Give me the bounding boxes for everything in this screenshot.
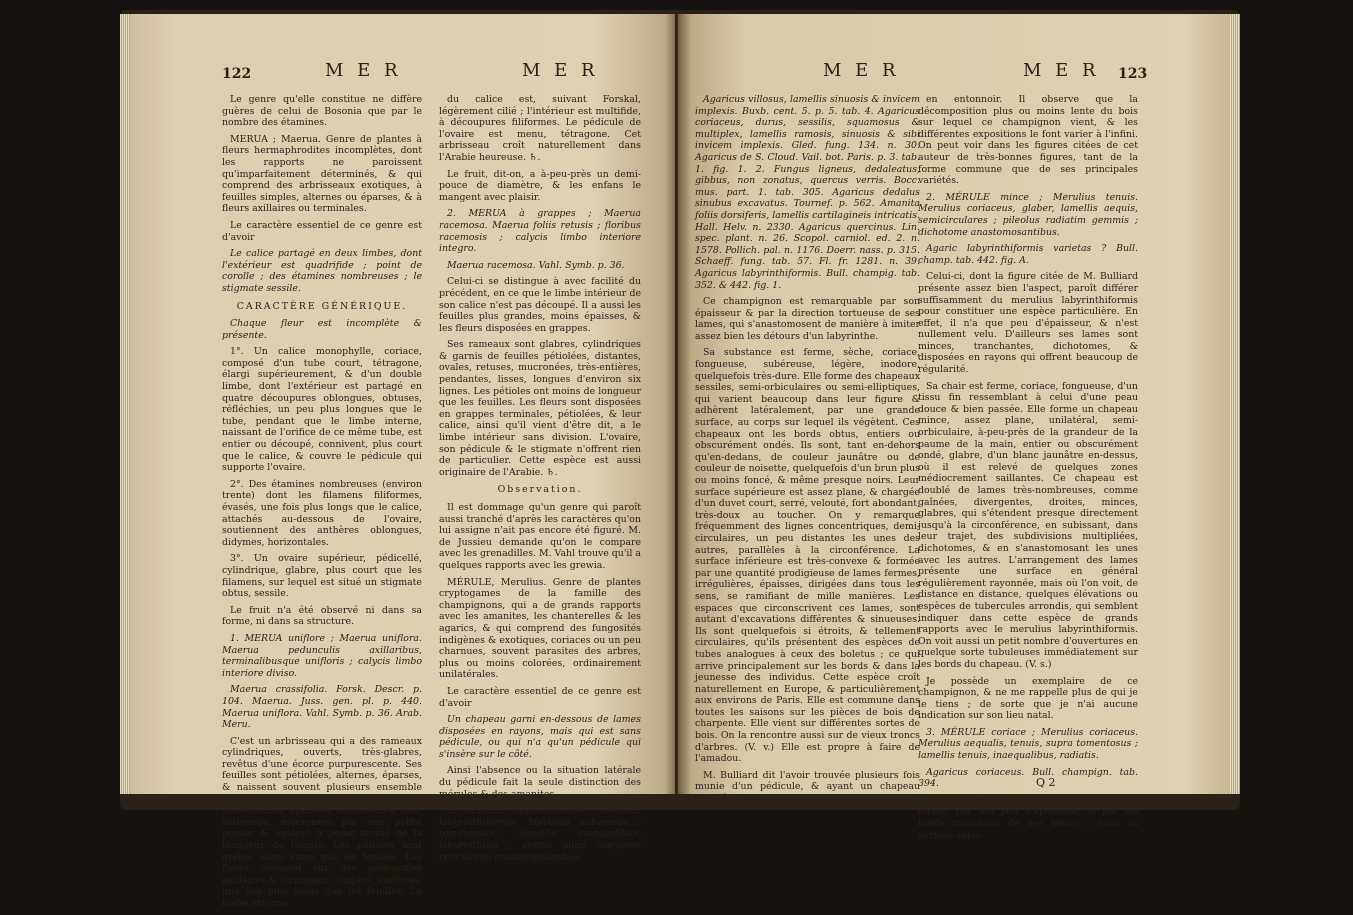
paragraph: Agaricus coriaceus. Bull. champign. tab. 394. xyxy=(918,766,1138,790)
paragraph: Observation. xyxy=(497,484,583,496)
text-column xyxy=(695,94,920,810)
paragraph: du calice est, suivant Forskal, légèrement cilié ; l'intérieur est multifide, à découpures filiformes. Le pédicule de l'ovaire est menu, tétragone. Cet arbrisseau croît naturellement dans l'Arabie heureuse. ♄. xyxy=(439,94,641,163)
paragraph: CARACTÈRE GÉNÉRIQUE. xyxy=(236,300,408,312)
page-number: 123 xyxy=(1118,66,1148,82)
paragraph: Ce champignon est remarquable par son épaisseur & par la direction tortueuse de ses lames, qui s'anastomosent de manière à imiter assez bien les détours d'un labyrinthe. xyxy=(695,296,920,342)
paragraph: Celui-ci, dont la figure citée de M. Bulliard présente assez bien l'aspect, paroît différer suffisamment du merulius labyrinthiformis pour constituer une espèce particulière. En effet, il n'a que peu d'épaisseur, & n'est nullement velu. D'ailleurs ses lames sont minces, tranchantes, dichotomes, & disposées en rayons qui offrent beaucoup de régularité. xyxy=(918,271,1138,376)
paragraph: 3. MÉRULE coriace ; Merulius coriaceus. Merulius aequalis, tenuis, supra tomentosus ; lamellis tenuis, inaequalibus, radiatis. xyxy=(918,726,1138,762)
paragraph: Le calice partagé en deux limbes, dont l'extérieur est quadrifide ; point de corolle ; des étamines nombreuses ; le stigmate sessile. xyxy=(222,248,422,294)
paragraph: Le fruit, dit-on, a à-peu-près un demi-pouce de diamètre, & les enfans le mangent avec plaisir. xyxy=(439,168,641,203)
left-page xyxy=(130,14,675,909)
paragraph: Chaque fleur est incomplète & présente. xyxy=(222,318,422,341)
paragraph: Le fruit n'a été observé ni dans sa forme, ni dans sa structure. xyxy=(222,604,422,628)
page-number: 122 xyxy=(222,66,252,82)
paragraph: 2. MERUA à grappes ; Maerua racemosa. Maerua foliis retusis ; floribus racemosis ; calycis limbo interiore integro. xyxy=(439,208,641,255)
text-column xyxy=(439,94,641,868)
paragraph: en entonnoir. Il observe que la décomposition plus ou moins lente du bois sur lequel ce champignon vient, & les différentes expositions le font varier à l'infini. On peut voir dans les figures citées de cet auteur de très-bonnes figures, tant de la forme commune que de ses principales variétés. xyxy=(918,94,1138,187)
right-page xyxy=(678,14,1230,841)
text-column xyxy=(918,94,1138,846)
running-head: M E R xyxy=(325,60,402,81)
paragraph: Un chapeau garni en-dessous de lames disposées en rayons, mais qui est sans pédicule, ou qui n'a qu'un pédicule qui s'insère sur le côté. xyxy=(439,714,641,760)
paragraph: Le caractère essentiel de ce genre est d'avoir xyxy=(439,685,641,709)
paragraph: 1°. Un calice monophylle, coriace, composé d'un tube court, tétragone, élargi supérieurement, & d'un double limbe, dont l'extérieur est partagé en quatre découpures oblongues, obtuses, réfléchies, un peu plus longues que le tube, pendant que le limbe interne, naissant de l'orifice de ce même tube, est entier ou découpé, connivent, plus court que le calice, & couvre le pédicule qui supporte l'ovaire. xyxy=(222,346,422,474)
paragraph: Celui-ci se distingue à avec facilité du précédent, en ce que le limbe intérieur de son calice n'est pas découpé. Il a aussi les feuilles plus grandes, moins épaisses, & les fleurs disposées en grappes. xyxy=(439,276,641,334)
running-head: M E R xyxy=(522,60,599,81)
paragraph: Ainsi l'absence ou la situation latérale du pédicule fait la seule distinction des mérules & des amanites. xyxy=(439,765,641,800)
signature-mark: Q 2 xyxy=(1036,776,1056,789)
paragraph: Il est dommage qu'un genre qui paroît aussi tranché d'après les caractères qu'on lui assigne n'ait pas encore été figuré. M. de Jussieu demande qu'on le compare avec les grenadilles. M. Vahl trouve qu'il a quelques rapports avec les grewia. xyxy=(439,502,641,571)
running-head: M E R xyxy=(823,60,900,81)
paragraph: 1. MÉRULE labyrinthiforme ; Merulius labyrinthiformis. Merulius suberosus ; tomentosus, lamellis inaequalibus, labyrinthicis ; veritis pileo marginee reticulatim anastomosantibus. xyxy=(439,805,641,863)
text-column xyxy=(222,94,422,915)
paragraph: Agaric labyrinthiformis varietas ? Bull. champ. tab. 442. fig. A. xyxy=(918,243,1138,266)
paragraph: Il se rapproche du merulius tenuis par sa forme, par son peu d'épaisseur, & par les bords tranchans de ses lames ; mais sa surface supé- xyxy=(918,794,1138,841)
paragraph: C'est un arbrisseau qui a des rameaux cylindriques, ouverts, très-glabres, revêtus d'une écorce purpurescente. Ses feuilles sont pétiolées, alternes, éparses, & naissent souvent plusieurs ensemble du même bourgeon. Elles sont ovales, très-entières, épaisses, succulentes, non-veineuses, mucronées par une petite pointe, & égalent à peine moitié de la longueur de l'ongle. Les pétioles sont grêles, aussi longs que les feuilles. Les fleurs viennent sur des pédoncules axillaires & terminaux, simples, uniflores, une fois plus longs que les feuilles. Le limbe externe xyxy=(222,735,422,909)
paragraph: Maerua racemosa. Vahl. Symb. p. 36. xyxy=(447,259,625,271)
paragraph: Maerua crassifolia. Forsk. Descr. p. 104. Maerua. Juss. gen. pl. p. 440. Maerua uniflora. Vahl. Symb. p. 36. Arab. Meru. xyxy=(222,684,422,731)
paragraph: 2°. Des étamines nombreuses (environ trente) dont les filamens filiformes, évasés, une fois plus longs que le calice, attachés au-dessous de l'ovaire, soutiennent des anthères oblongues, didymes, horizontales. xyxy=(222,478,422,548)
paragraph: Le caractère essentiel de ce genre est d'avoir xyxy=(222,219,422,243)
paragraph: MERUA ; Maerua. Genre de plantes à fleurs hermaphrodites incomplètes, dont les rapports ne paroissent qu'imparfaitement déterminés, & qui comprend des arbrisseaux exotiques, à feuilles simples, alternes ou éparses, & à fleurs axillaires ou terminales. xyxy=(222,133,422,215)
paragraph: M. Bulliard dit l'avoir trouvée plusieurs fois munie d'un pédicule, & ayant un chapeau creusé xyxy=(695,769,920,805)
paragraph: 2. MÉRULE mince ; Merulius tenuis. Merulius coriaceus, glaber, lamellis aequis, semicirculares ; pileolus radiatim gemmis ; dichotome anastomosantibus. xyxy=(918,191,1138,238)
paragraph: 1. MERUA uniflore ; Maerua uniflora. Maerua pedunculis axillaribus, terminalibusque unifloris ; calycis limbo interiore diviso. xyxy=(222,632,422,679)
paragraph: MÉRULE, Merulius. Genre de plantes cryptogames de la famille des champignons, qui a de grands rapports avec les amanites, les chanterelles & les agarics, & qui comprend des fungosités indigènes & exotiques, coriaces ou un peu charnues, souvent parasites des arbres, plus ou moins colorées, ordinairement unilatérales. xyxy=(439,576,641,681)
paragraph: Sa chair est ferme, coriace, fongueuse, d'un tissu fin ressemblant à celui d'une peau douce & bien passée. Elle forme un chapeau mince, assez plane, unilatéral, semi-orbiculaire, à-peu-près de la grandeur de la paume de la main, entier ou obscurément ondé, glabre, d'un blanc jaunâtre en-dessus, où il est relevé de quelques zones médiocrement saillantes. Ce chapeau est doublé de lames très-nombreuses, comme gaînées, divergentes, droites, minces, glabres, qui s'étendent presque directement jusqu'à la circonférence, en subissant, dans leur trajet, des subdivisions multipliées, dichotomes, & en s'anastomosant les unes avec les autres. L'arrangement des lames présente une surface en général régulièrement rayonnée, mais où l'on voit, de distance en distance, quelques élévations ou espèces de tubercules arrondis, qui semblent indiquer dans cette espèce de grands rapports avec le merulius labyrinthiformis. On voit aussi un petit nombre d'ouvertures en quelque sorte tubuleuses immédiatement sur les bords du chapeau. (V. s.) xyxy=(918,380,1138,670)
paragraph: Ses rameaux sont glabres, cylindriques & garnis de feuilles pétiolées, distantes, ovales, retuses, mucronées, très-entières, pendantes, lisses, longues d'environ six lignes. Les pétioles ont moins de longueur que les feuilles. Les fleurs sont disposées en grappes terminales, pétiolées, & leur calice, ainsi qu'il vient d'être dit, a le limbe intérieur sans division. L'ovaire, son pédicule & le stigmate n'offrent rien de particulier. Cette espèce est aussi originaire de l'Arabie. ♄. xyxy=(439,339,641,478)
paragraph: Je possède un exemplaire de ce champignon, & ne me rappelle plus de qui je le tiens ; de sorte que je n'ai aucune indication sur son lieu natal. xyxy=(918,675,1138,722)
book-gutter xyxy=(665,14,691,794)
paragraph: Sa substance est ferme, sèche, coriace, fongueuse, subéreuse, légère, inodore, quelquefois très-dure. Elle forme des chapeaux sessiles, semi-orbiculaires ou semi-elliptiques, qui varient beaucoup dans leur figure & adhèrent latéralement, par une grande surface, au corps sur lequel ils végètent. Ces chapeaux ont les bords obtus, entiers ou obscurément ondés. Ils sont, tant en-dehors qu'en-dedans, de couleur jaunâtre ou de couleur de noisette, quelquefois d'un brun plus ou moins foncé, & même presque noirs. Leur surface supérieure est assez plane, & chargée d'un duvet court, serré, velouté, fort abondant, très-doux au toucher. On y remarque fréquemment des lignes concentriques, demi-circulaires, un peu distantes les unes des autres, parallèles à la circonférence. La surface inférieure est très-convexe & formée par une quantité prodigieuse de lames fermes, irrégulières, épaisses, dirigées dans tous les sens, se ramifiant de mille manières. Les espaces que circonscrivent ces lames, sont autant d'excavations différentes & sinueuses. Ils sont quelquefois si étroits, & tellement circulaires, qu'ils présentent des espèces de tubes analogues à ceux des boletus ; ce qui arrive principalement sur les bords & dans la jeunesse des individus. Cette espèce croît naturellement en Europe, & particulièrement aux environs de Paris. Elle est commune dans toutes les saisons sur les pièces de bois de charpente. Elle vient sur différentes sortes de bois. On la rencontre aussi sur de vieux troncs d'arbres. (V. v.) Elle est propre à faire de l'amadou. xyxy=(695,347,920,765)
paragraph: Agaricus villosus, lamellis sinuosis & invicem implexis. Buxb. cent. 5. p. 5. tab. 4. Agaricus coriaceus, durus, sessilis, squamosus & multiplex, lamellis ramosis, sinuosis & sibi invicem implexis. Gled. fung. 134. n. 30. Agaricus de S. Cloud. Vail. bot. Paris. p. 3. tab. 1. fig. 1. 2. Fungus ligneus, dedaleatus, gibbus, non zonatus, quercus verris. Bocc. mus. part. 1. tab. 305. Agaricus dedalus sinubus excavatus. Tournef. p. 562. Amanita foliis dorsiferis, lamellis cartilagineis intricatis. Hall. Helv. n. 2330. Agaricus quercinus. Lin. spec. plant. n. 26. Scopol. carniol. ed. 2. n. 1578. Pollich. pal. n. 1176. Doerr. nass. p. 315. Schaeff. fung. tab. 57. Fl. fr. 1281. n. 39. Agaricus labyrinthiformis. Bull. champig. tab. 352. & 442. fig. 1. xyxy=(695,94,920,291)
paragraph: Le genre qu'elle constitue ne diffère guères de celui de Bosonia que par le nombre des étamines. xyxy=(222,94,422,129)
running-head: M E R xyxy=(1023,60,1100,81)
paragraph: 3°. Un ovaire supérieur, pédicellé, cylindrique, glabre, plus court que les filamens, sur lequel est situé un stigmate obtus, sessile. xyxy=(222,553,422,600)
